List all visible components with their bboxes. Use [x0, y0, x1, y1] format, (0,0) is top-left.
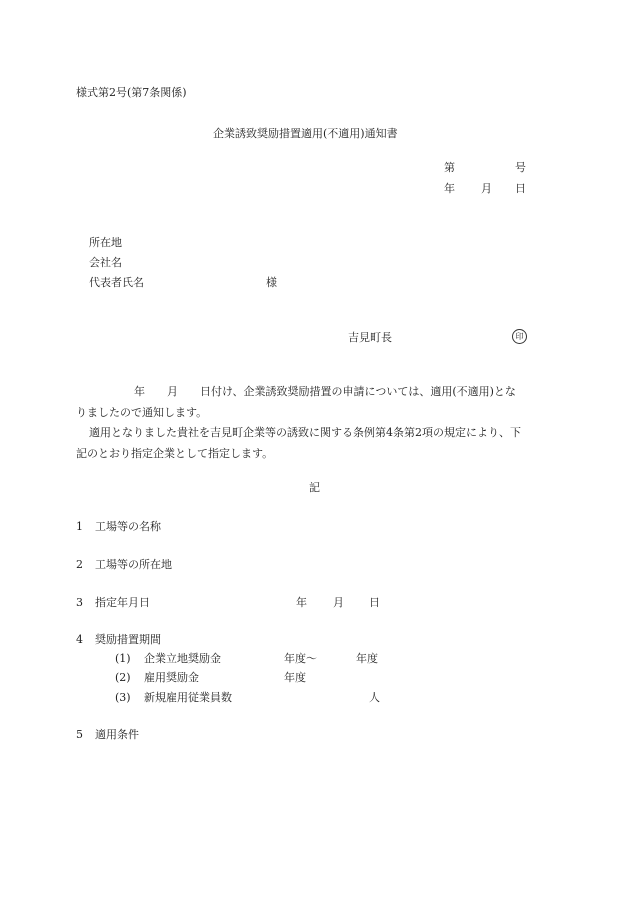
seal-mark: 印 — [512, 329, 527, 344]
item-2-number: 2 — [76, 558, 83, 571]
item-4-number: 4 — [76, 633, 83, 646]
item-3-label: 指定年月日 — [95, 596, 150, 609]
item-4-sub3-label: 新規雇用従業員数 — [144, 691, 232, 704]
item-3-day: 日 — [369, 596, 380, 609]
body-line-3: 適用となりました貴社を吉見町企業等の誘致に関する条例第4条第2項の規定により、下 — [89, 426, 521, 439]
item-1-number: 1 — [76, 520, 83, 533]
issue-year: 年 — [444, 182, 455, 195]
item-2-label: 工場等の所在地 — [95, 558, 172, 571]
document-number-prefix: 第 — [444, 161, 455, 174]
item-4-sub3-unit: 人 — [369, 691, 380, 704]
item-4-sub1-number: (1) — [115, 652, 131, 665]
company-name-label: 会社名 — [89, 256, 122, 269]
ki-heading: 記 — [309, 481, 320, 494]
item-3-number: 3 — [76, 596, 83, 609]
item-4-label: 奨励措置期間 — [95, 633, 161, 646]
item-4-sub1-to: 年度 — [356, 652, 378, 665]
body-line-1: 年 月 日付け、企業誘致奨励措置の申請については、適用(不適用)とな — [134, 385, 516, 398]
item-3-month: 月 — [333, 596, 344, 609]
body-line-2: りましたので通知します。 — [76, 405, 208, 419]
document-number-suffix: 号 — [515, 161, 526, 174]
item-5-label: 適用条件 — [95, 728, 139, 741]
item-4-sub1-label: 企業立地奨励金 — [144, 652, 221, 665]
issue-day: 日 — [515, 182, 526, 195]
sender-title: 吉見町長 — [348, 331, 392, 344]
item-5-number: 5 — [76, 728, 83, 741]
location-label: 所在地 — [89, 236, 122, 249]
item-3-year: 年 — [296, 596, 307, 609]
item-4-sub1-from: 年度～ — [284, 652, 317, 665]
item-4-sub2-number: (2) — [115, 671, 131, 684]
item-1-label: 工場等の名称 — [95, 520, 161, 533]
honorific: 様 — [266, 276, 277, 289]
representative-label: 代表者氏名 — [89, 276, 144, 289]
item-4-sub3-number: (3) — [115, 691, 131, 704]
body-line-4: 記のとおり指定企業として指定します。 — [76, 446, 274, 460]
form-number: 様式第2号(第7条関係) — [76, 86, 187, 99]
item-4-sub2-period: 年度 — [284, 671, 306, 684]
document-title: 企業誘致奨励措置適用(不適用)通知書 — [213, 127, 398, 140]
notice-body — [76, 382, 552, 464]
item-4-sub2-label: 雇用奨励金 — [144, 671, 199, 684]
issue-month: 月 — [481, 182, 492, 195]
